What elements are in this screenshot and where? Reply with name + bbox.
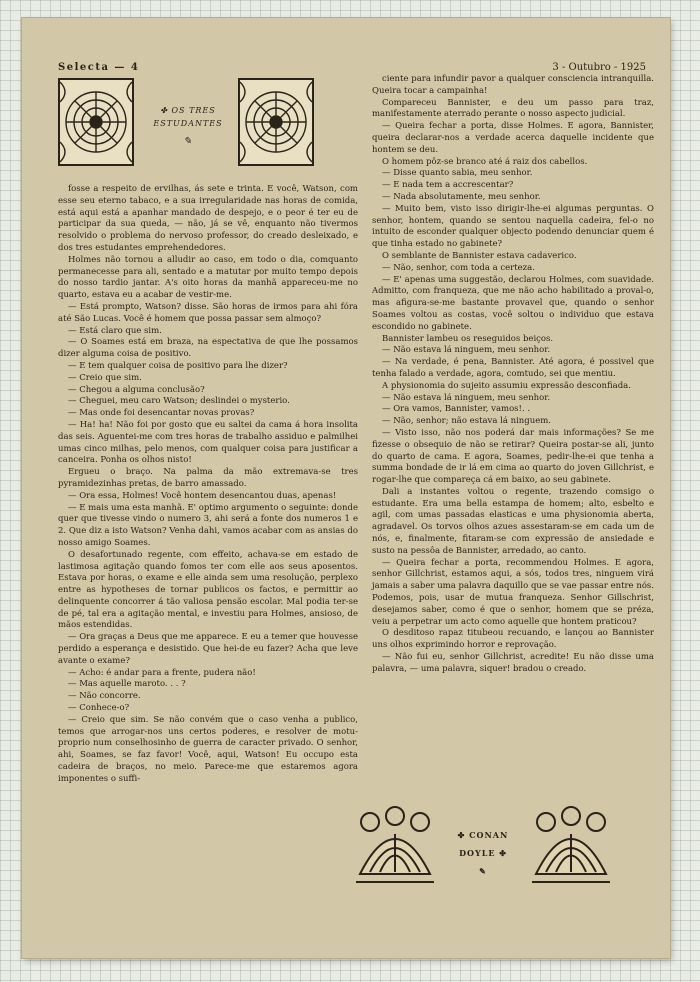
paragraph: Bannister lambeu os reseguidos beiços. (382, 333, 554, 344)
paragraph: fosse a respeito de ervilhas, ás sete e trinta. E você, Watson, com esse seu eterno tabaco, e a sua irregularidade nas horas de comida, está aqui está a apanhar mandado de despejo, e o peor é ter eu de participar da sua queda, — não, já se vê, enquanto não tivermos resolvido o problema do nervoso professor, do creado desleixado, e dos tres estudantes emprehendedores. (58, 184, 358, 253)
paragraph: Holmes não tornou a alludir ao caso, em todo o dia, comquanto permanecesse para ali, sentado e a matutar por muito tempo depois do nosso tardio jantar. A's oito horas da manhã appareceu-me no quarto, estava eu a acabar de vestir-me. (58, 254, 358, 301)
paragraph: — Não estava lá ninguem, meu senhor. (382, 345, 551, 356)
paragraph: O desafortunado regente, com effeito, achava-se em estado de lastimosa agitação quando fomos ter com elle aos seus aposentos. Estava por horas, o exame e elle ainda sem uma resolução, perplexo entre as hypotheses de tornar publicos os factos, e permittir ao delinquente concorrer á tão valiosa pensão escolar. Mal podia ter-se de pé, tal era a agitação mental, e investiu para Holmes, ansioso, de mãos estendidas. (58, 549, 358, 631)
paragraph: — Chegou a alguma conclusão? (68, 384, 205, 395)
title-line-1: ✤ OS TRES (160, 106, 216, 115)
paragraph: — Não estava lá ninguem, meu senhor. (382, 392, 551, 403)
paragraph: O desditoso rapaz titubeou recuando, e lançou ao Bannister uns olhos exprimindo horror e reprovação. (372, 628, 654, 651)
paragraph: — E' apenas uma suggestão, declarou Holmes, com suavidade. Admitto, com franqueza, que me não acho habilitado a proval-o, mas afigura-se-me bastante provavel que, quando o senhor Soames voltou as costas, você soltou o individuo que estava escondido no gabinete. (372, 274, 654, 332)
floral-ornament-right-icon (238, 78, 314, 166)
paragraph: — Está claro que sim. (68, 325, 162, 336)
signature-flourish-icon: ✎ (479, 866, 487, 876)
paragraph: — Muito bem, visto isso dirigir-lhe-ei algumas perguntas. O senhor, hontem, quando se sentou naquella cadeira, fel-o no intuito de esconder qualquer objecto podendo denunciar quem é que tinha estado no gabinete? (372, 203, 654, 250)
paragraph: — Está prompto, Watson? disse. São horas de irmos para ahi fóra até São Lucas. Você é homem que possa passar sem almoço? (58, 301, 358, 324)
title-flourish-icon: ✎ (183, 136, 193, 147)
paragraph: — Visto isso, não nos poderá dar mais informações? Se me fizesse o obsequio de não se retirar? Queira postar-se ali, junto do quarto de cama. E agora, Soames, pedir-lhe-ei que tenha a summa bondade de ir lá em cima ao quarto do joven Gillchrist, e rogar-lhe que compareça cá em baixo, ao seu gabinete. (372, 427, 654, 486)
paragraph: — Creio que sim. (68, 372, 142, 383)
paragraph: O semblante de Bannister estava cadaverico. (382, 250, 577, 261)
paragraph: — O Soames está em braza, na espectativa de que lhe possamos dizer alguma coisa de positivo. (58, 337, 358, 360)
paragraph: — E tem qualquer coisa de positivo para lhe dizer? (68, 360, 288, 371)
paragraph: — Ora essa, Holmes! Você hontem desencantou duas, apenas! (68, 490, 337, 501)
paragraph: — Nada absolutamente, meu senhor. (382, 191, 541, 202)
paragraph: — Não concorre. (68, 691, 141, 702)
left-text-column (58, 184, 358, 786)
paragraph: — Não fui eu, senhor Gillchrist, acredite! Eu não disse uma palavra, — uma palavra, siquer! bradou o creado. (372, 652, 654, 674)
paragraph: — Disse quanto sabia, meu senhor. (382, 168, 533, 179)
paragraph: — Cheguei, meu caro Watson; deslindei o mysterio. (68, 396, 290, 407)
paragraph: Dali a instantes voltou o regente, trazendo comsigo o estudante. Era uma bella estampa de homem; alto, esbelto e agil, com umas passadas elasticas e uma physionomia aberta, agradavel. Os torvos olhos azues assestaram-se em cada um de nós, e, finalmente, fitaram-se com expressão de ansiedade e susto na pessôa de Bannister, arredado, ao canto. (372, 486, 654, 556)
signature-line-2: DOYLE ✤ (459, 848, 507, 858)
paragraph: — Ora graças a Deus que me apparece. E eu a temer que houvesse perdido a esperança e desistido. Que hei-de eu fazer? Acha que leve avante o exame? (58, 632, 358, 666)
paragraph: Ergueu o braço. Na palma da mão extremava-se tres pyramidezinhas pretas, de barro amassado. (58, 467, 358, 489)
floral-ornament-left-icon (58, 78, 134, 166)
paragraph: — Conhece-o? (68, 703, 130, 714)
paragraph: — Na verdade, é pena, Bannister. Até agora, é possivel que tenha falado a verdade, agora, comtudo, sei que mentiu. (372, 357, 654, 379)
paragraph: A physionomia do sujeito assumiu expressão desconfiada. (382, 380, 631, 391)
right-text-column (372, 74, 654, 676)
paragraph: — Queira fechar a porta, recommendou Holmes. E agora, senhor Gillchrist, estamos aqui, a sós, todos tres, ninguem virá jamais a saber uma palavra daquillo que se vae passar entre nós. Podemos, pois, usar de mutua franqueza. Senhor Gillschrist, desejamos saber, como é que o senhor, homem que se préza, veiu a perpetrar um acto como aquelle que hontem praticou? (372, 557, 654, 627)
paragraph: — Creio que sim. Se não convém que o caso venha a publico, temos que arrogar-nos uns certos poderes, e resolver de motu-proprio num conselhosinho de guerra de caracter privado. O senhor, ahi, Soames, se faz favor! Você, aqui, Watson! Eu occupo esta cadeira de braços, no meio. Parece-me que estaremos agora imponentes o suffi- (58, 714, 358, 784)
paragraph: — Queira fechar a porta, disse Holmes. E agora, Bannister, queira declarar-nos a verdade acerca daquelle incidente que hontem se deu. (372, 121, 654, 155)
shell-ornament-left-icon (350, 804, 440, 890)
author-signature (447, 826, 519, 880)
paragraph: — Não, senhor, com toda a certeza. (382, 262, 535, 273)
paragraph: ciente para infundir pavor a qualquer consciencia intranquilla. Queira tocar a campainha! (372, 74, 654, 96)
paragraph: — Ha! ha! Não foi por gosto que eu saltei da cama á hora insolita das seis. Aguentei-me com tres horas de trabalho assiduo e palmilhei umas cinco milhas, pelo menos, com qualquer coisa para justificar a canceira. Ponha os olhos nisto! (58, 419, 358, 466)
paragraph: Compareceu Bannister, e deu um passo para traz, manifestamente aterrado perante o nosso aspecto judicial. (372, 97, 654, 120)
paragraph: — E nada tem a accrescentar? (382, 180, 514, 191)
paragraph: — Não, senhor; não estava lá ninguem. (382, 416, 551, 427)
page-header-left: Selecta — 4 (58, 62, 140, 73)
page-header-right: 3 - Outubro - 1925 (552, 62, 646, 73)
magazine-page (22, 18, 670, 958)
paragraph: — Mas aquelle maroto. . . ? (68, 679, 186, 690)
paragraph: — Ora vamos, Bannister, vamos!. . (382, 404, 531, 415)
article-title (140, 106, 236, 147)
paragraph: — E mais uma esta manhã. E' optimo argumento o seguinte: donde quer que tivesse vindo o numero 3, ahi será a fonte dos numeros 1 e 2. Que diz a isto Watson? Venha dahi, vamos acabar com as ansias do nosso amigo Soames. (58, 502, 358, 548)
title-line-2: ESTUDANTES (153, 119, 223, 128)
signature-line-1: ✤ CONAN (457, 830, 509, 840)
paragraph: — Acho: é andar para a frente, pudera não! (68, 667, 256, 678)
paragraph: — Mas onde foi desencantar novas provas? (68, 408, 255, 419)
paragraph: O homem pôz-se branco até á raiz dos cabellos. (382, 156, 588, 167)
shell-ornament-right-icon (526, 804, 616, 890)
